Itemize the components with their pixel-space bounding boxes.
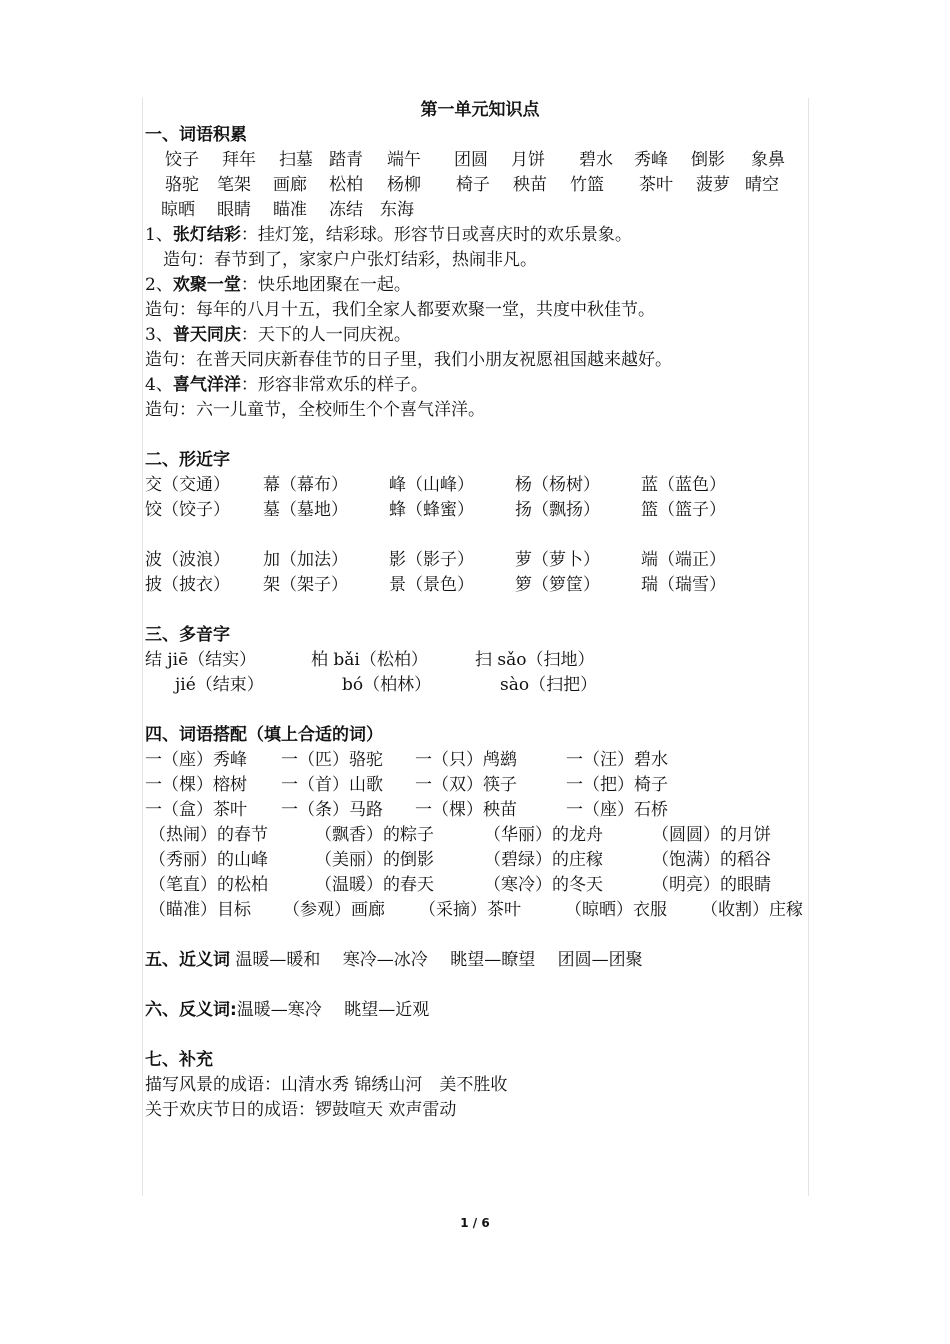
collocation-row [145, 823, 845, 848]
section-heading-synonyms: 五、近义词 [145, 950, 230, 970]
similar-char-item: 箩（箩筐） [515, 575, 600, 595]
idiom-term: 喜气洋洋 [172, 375, 241, 395]
collocation-item: 一（座）石桥 [566, 800, 668, 820]
similar-char-item: 交（交通） [145, 475, 230, 495]
idiom-term: 欢聚一堂 [172, 275, 241, 295]
idiom-meaning: ：天下的人一同庆祝。 [240, 325, 411, 345]
idiom-example: 造句：六一儿童节，全校师生个个喜气洋洋。 [145, 400, 485, 420]
synonyms-line [145, 948, 845, 973]
vocab-word: 菠萝 [696, 175, 730, 195]
vocab-word: 瞄准 [273, 200, 307, 220]
similar-char-item: 墓（墓地） [263, 500, 348, 520]
collocation-row [145, 748, 845, 773]
similar-char-item: 披（披衣） [145, 575, 230, 595]
similar-char-item: 饺（饺子） [145, 500, 230, 520]
similar-char-item: 蓝（蓝色） [641, 475, 726, 495]
polyphone-item: bó（柏林） [342, 675, 432, 695]
collocation-item: （飘香）的粽子 [315, 825, 434, 845]
collocation-item: （秀丽）的山峰 [149, 850, 268, 870]
vocab-word: 椅子 [456, 175, 490, 195]
similar-char-item: 瑞（瑞雪） [641, 575, 726, 595]
polyphone-item: jié（结束） [175, 675, 264, 695]
similar-char-item: 扬（飘扬） [515, 500, 600, 520]
collocation-item: 一（盒）茶叶 [145, 800, 247, 820]
idiom-example: 造句：每年的八月十五，我们全家人都要欢聚一堂，共度中秋佳节。 [145, 300, 655, 320]
antonyms-text: 温暖—寒冷 眺望—近观 [236, 1000, 430, 1020]
vocab-word: 饺子 [165, 150, 199, 170]
vocab-word: 晴空 [745, 175, 779, 195]
collocation-item: （饱满）的稻谷 [652, 850, 771, 870]
page-title: 第一单元知识点 [420, 100, 540, 120]
vocab-word: 拜年 [222, 150, 256, 170]
idiom-definition [145, 273, 845, 298]
vocab-word: 踏青 [329, 150, 363, 170]
collocation-row [145, 898, 845, 923]
collocation-item: 一（首）山歌 [281, 775, 383, 795]
idiom-meaning: ：挂灯笼，结彩球。形容节日或喜庆时的欢乐景象。 [240, 225, 632, 245]
collocation-item: （美丽）的倒影 [315, 850, 434, 870]
similar-char-item: 杨（杨树） [515, 475, 600, 495]
similar-char-item: 景（景色） [389, 575, 474, 595]
section-heading-supplement: 七、补充 [145, 1050, 213, 1070]
vocab-row-3 [145, 198, 845, 223]
collocation-item: （热闹）的春节 [149, 825, 268, 845]
idiom-example: 造句：在普天同庆新春佳节的日子里，我们小朋友祝愿祖国越来越好。 [145, 350, 672, 370]
vocab-word: 碧水 [579, 150, 613, 170]
vocab-word: 冻结 [329, 200, 363, 220]
similar-chars-row [145, 548, 845, 573]
collocation-item: 一（匹）骆驼 [281, 750, 383, 770]
similar-char-item: 峰（山峰） [389, 475, 474, 495]
section-heading-collocations: 四、词语搭配（填上合适的词） [145, 725, 383, 745]
collocation-item: （采摘）茶叶 [419, 900, 521, 920]
left-margin-line [142, 98, 143, 1196]
vocab-word: 竹篮 [570, 175, 604, 195]
collocation-item: 一（只）鸬鹚 [415, 750, 517, 770]
similar-char-item: 加（加法） [263, 550, 348, 570]
polyphone-row [145, 648, 845, 673]
idiom-definition [145, 223, 845, 248]
similar-char-item: 篮（篮子） [641, 500, 726, 520]
polyphone-item: 结 jiē（结实） [145, 650, 257, 670]
collocation-item: （瞄准）目标 [149, 900, 251, 920]
vocab-word: 团圆 [454, 150, 488, 170]
collocation-item: （温暖）的春天 [315, 875, 434, 895]
vocab-word: 倒影 [691, 150, 725, 170]
section-heading-antonyms: 六、反义词: [145, 1000, 237, 1020]
idiom-number: 1、 [145, 225, 173, 245]
vocab-word: 茶叶 [639, 175, 673, 195]
similar-char-item: 波（波浪） [145, 550, 230, 570]
vocab-row-1 [145, 148, 845, 173]
collocation-item: （参观）画廊 [283, 900, 385, 920]
idiom-number: 3、 [145, 325, 173, 345]
collocation-item: （华丽）的龙舟 [484, 825, 603, 845]
vocab-row-2 [145, 173, 845, 198]
idiom-definition [145, 373, 845, 398]
similar-chars-row [145, 473, 845, 498]
document-page [145, 98, 845, 1123]
collocation-item: 一（双）筷子 [415, 775, 517, 795]
collocation-item: 一（座）秀峰 [145, 750, 247, 770]
vocab-word: 东海 [380, 200, 414, 220]
idiom-number: 2、 [145, 275, 173, 295]
similar-char-item: 蜂（蜂蜜） [389, 500, 474, 520]
collocation-item: 一（汪）碧水 [566, 750, 668, 770]
vocab-word: 象鼻 [751, 150, 785, 170]
vocab-word: 骆驼 [165, 175, 199, 195]
collocation-item: 一（条）马路 [281, 800, 383, 820]
vocab-word: 扫墓 [279, 150, 313, 170]
collocation-item: （晾晒）衣服 [565, 900, 667, 920]
synonyms-text: 温暖—暖和 寒冷—冰冷 眺望—瞭望 团圆—团聚 [235, 950, 643, 970]
supplement-line: 描写风景的成语：山清水秀 锦绣山河 美不胜收 [145, 1075, 508, 1095]
similar-char-item: 幕（幕布） [263, 475, 348, 495]
page-number: 1 / 6 [460, 1216, 490, 1230]
collocation-item: （寒冷）的冬天 [484, 875, 603, 895]
idiom-term: 张灯结彩 [172, 225, 241, 245]
collocation-row [145, 848, 845, 873]
idiom-number: 4、 [145, 375, 173, 395]
section-heading-vocabulary: 一、词语积累 [145, 125, 247, 145]
vocab-word: 画廊 [273, 175, 307, 195]
section-heading-similar-chars: 二、形近字 [145, 450, 230, 470]
collocation-item: 一（棵）秧苗 [415, 800, 517, 820]
collocation-item: （收割）庄稼 [701, 900, 803, 920]
similar-chars-row [145, 573, 845, 598]
vocab-word: 笔架 [217, 175, 251, 195]
collocation-row [145, 773, 845, 798]
polyphone-item: 扫 sǎo（扫地） [475, 650, 595, 670]
vocab-word: 秀峰 [634, 150, 668, 170]
vocab-word: 端午 [387, 150, 421, 170]
collocation-row [145, 798, 845, 823]
idiom-term: 普天同庆 [172, 325, 241, 345]
idiom-example: 造句：春节到了，家家户户张灯结彩，热闹非凡。 [163, 250, 537, 270]
collocation-item: （笔直）的松柏 [149, 875, 268, 895]
idiom-definition [145, 323, 845, 348]
collocation-item: 一（把）椅子 [566, 775, 668, 795]
polyphone-row [145, 673, 845, 698]
polyphone-item: sào（扫把） [500, 675, 598, 695]
vocab-word: 月饼 [511, 150, 545, 170]
collocation-row [145, 873, 845, 898]
vocab-word: 杨柳 [387, 175, 421, 195]
collocation-item: 一（棵）榕树 [145, 775, 247, 795]
collocation-item: （圆圆）的月饼 [652, 825, 771, 845]
collocation-item: （明亮）的眼睛 [652, 875, 771, 895]
section-heading-polyphones: 三、多音字 [145, 625, 230, 645]
antonyms-line [145, 998, 845, 1023]
similar-chars-row [145, 498, 845, 523]
vocab-word: 晾晒 [161, 200, 195, 220]
polyphone-item: 柏 bǎi（松柏） [311, 650, 428, 670]
similar-char-item: 端（端正） [641, 550, 726, 570]
vocab-word: 秧苗 [513, 175, 547, 195]
supplement-line: 关于欢庆节日的成语：锣鼓喧天 欢声雷动 [145, 1100, 457, 1120]
idiom-meaning: ：形容非常欢乐的样子。 [240, 375, 428, 395]
vocab-word: 松柏 [329, 175, 363, 195]
vocab-word: 眼睛 [217, 200, 251, 220]
collocation-item: （碧绿）的庄稼 [484, 850, 603, 870]
idiom-meaning: ：快乐地团聚在一起。 [240, 275, 411, 295]
similar-char-item: 萝（萝卜） [515, 550, 600, 570]
similar-char-item: 影（影子） [389, 550, 474, 570]
similar-char-item: 架（架子） [263, 575, 348, 595]
